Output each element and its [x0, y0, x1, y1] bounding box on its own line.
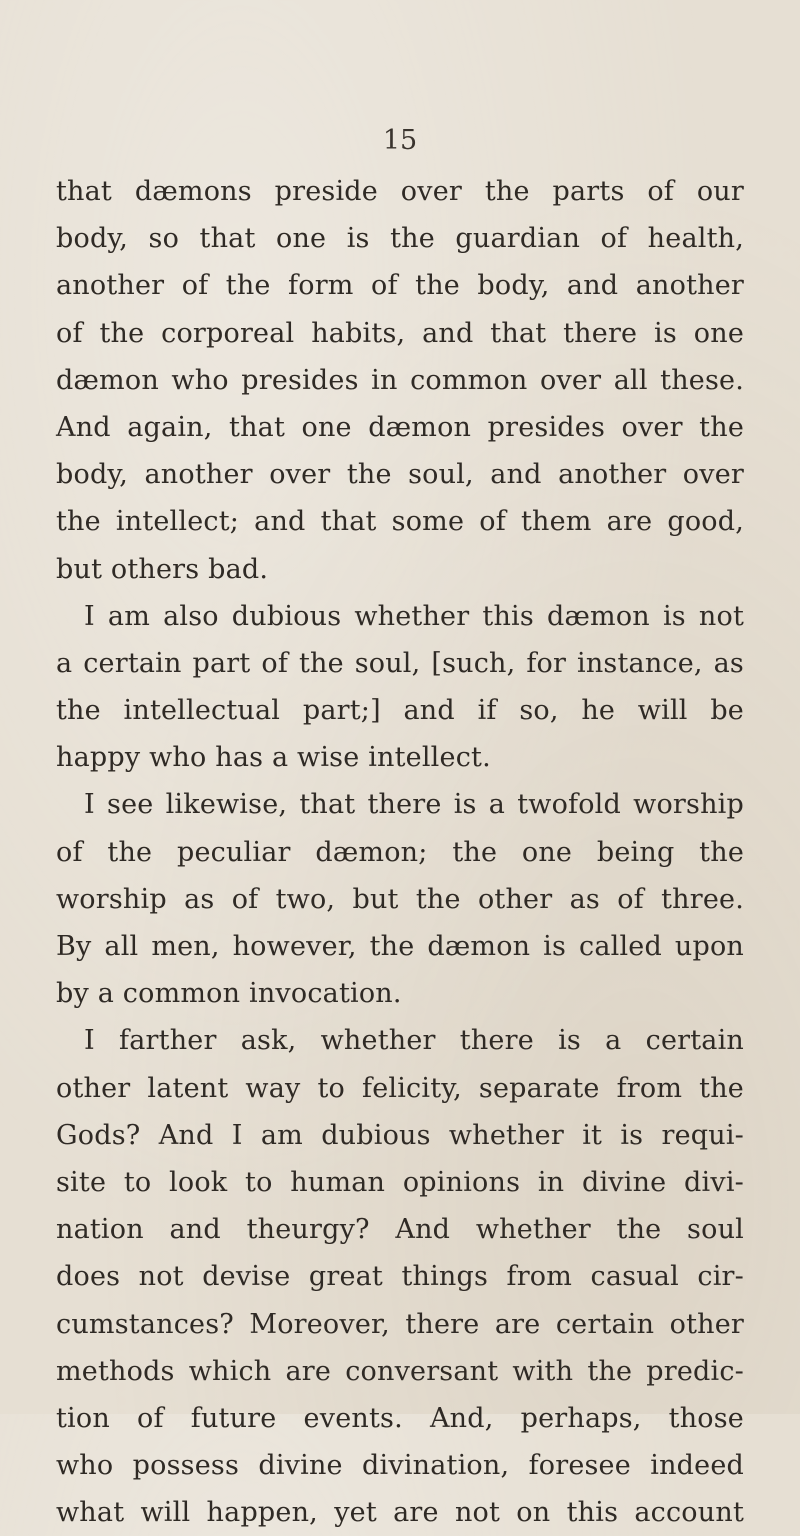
- text-line: dæmon who presides in common over all these.: [56, 364, 744, 396]
- text-line: by a common invocation.: [56, 978, 402, 1010]
- text-line: nation and theurgy? And whether the soul: [56, 1214, 744, 1246]
- text-line: the intellectual part;] and if so, he will be: [56, 695, 744, 727]
- text-line: happy who has a wise intellect.: [56, 742, 491, 774]
- text-line: cumstances? Moreover, there are certain other: [56, 1308, 744, 1340]
- text-line: body, so that one is the guardian of health,: [56, 223, 744, 255]
- text-line: I farther ask, whether there is a certain: [84, 1025, 744, 1057]
- text-line: but others bad.: [56, 553, 269, 585]
- text-line: who possess divine divination, foresee indeed: [56, 1450, 744, 1482]
- text-line: tion of future events. And, perhaps, those: [56, 1402, 744, 1434]
- text-line: And again, that one dæmon presides over the: [56, 411, 744, 443]
- text-line: I am also dubious whether this dæmon is not: [84, 600, 744, 632]
- text-line: does not devise great things from casual cir-: [56, 1261, 744, 1293]
- text-line: a certain part of the soul, [such, for instance, as: [56, 647, 744, 679]
- text-line: By all men, however, the dæmon is called upon: [56, 931, 744, 962]
- text-line: worship as of two, but the other as of three.: [56, 883, 744, 915]
- text-line: methods which are conversant with the predic-: [56, 1355, 744, 1387]
- text-line: Gods? And I am dubious whether it is requi-: [56, 1119, 744, 1151]
- text-line: I see likewise, that there is a twofold worship: [84, 789, 744, 821]
- text-line: another of the form of the body, and another: [56, 270, 744, 302]
- text-line: of the peculiar dæmon; the one being the: [56, 836, 744, 868]
- text-line: other latent way to felicity, separate from the: [56, 1072, 744, 1104]
- text-line: that dæmons preside over the parts of our: [56, 176, 744, 207]
- body-text: [56, 168, 744, 1536]
- page-number: 15: [382, 125, 418, 156]
- text-line: body, another over the soul, and another over: [56, 459, 744, 491]
- text-line: of the corporeal habits, and that there is one: [56, 317, 744, 349]
- text-line: the intellect; and that some of them are good,: [56, 506, 744, 538]
- text-line: site to look to human opinions in divine divi-: [56, 1166, 744, 1198]
- text-line: what will happen, yet are not on this account: [56, 1497, 744, 1529]
